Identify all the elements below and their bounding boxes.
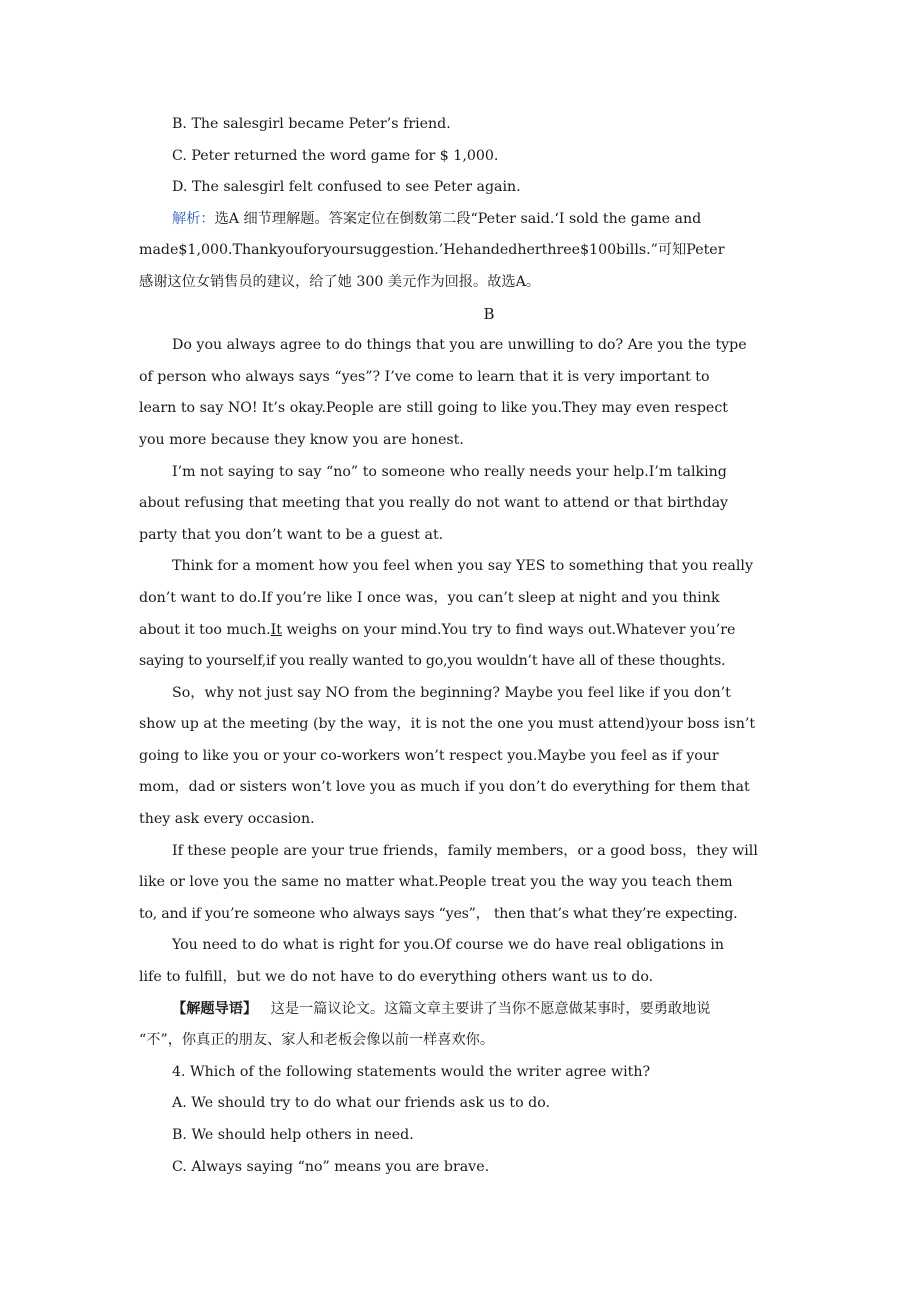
p4-line-2: show up at the meeting (by the way，it is not the one you must attend)your boss isn’t — [139, 716, 756, 733]
analysis-line-3: 感谢这位女销售员的建议，给了她 300 美元作为回报。故选A。 — [139, 273, 541, 290]
question-4-option-c: C. Always saying “no” means you are brave. — [172, 1158, 490, 1175]
option-b: B. The salesgirl became Peter’s friend. — [172, 116, 451, 132]
p5-line-2: like or love you the same no matter what.People treat you the way you teach them — [139, 874, 733, 891]
p4-line-1: So，why not just say NO from the beginning? Maybe you feel like if you don’t — [172, 684, 731, 701]
analysis-line-1 — [139, 204, 839, 236]
p1-line-4: you more because they know you are honest. — [139, 431, 464, 448]
p1-line-3: learn to say NO! It’s okay.People are still going to like you.They may even respect — [139, 400, 728, 417]
section-heading-b: B — [483, 304, 495, 323]
underlined-it: It — [270, 621, 282, 638]
p5-line-1: If these people are your true friends，family members，or a good boss，they will — [172, 842, 758, 859]
p3-line-4: saying to yourself,if you really wanted to go,you wouldn’t have all of these thoughts. — [139, 653, 726, 670]
guide-line-1 — [139, 994, 839, 1026]
question-4-option-b: B. We should help others in need. — [172, 1127, 414, 1143]
question-4-option-a: A. We should try to do what our friends ask us to do. — [172, 1095, 551, 1112]
question-4-stem: 4. Which of the following statements would the writer agree with? — [172, 1063, 651, 1080]
p2-line-3: party that you don’t want to be a guest at. — [139, 526, 444, 543]
analysis-label: 解析： — [172, 210, 215, 227]
p3-line-2: don’t want to do.If you’re like I once was，you can’t sleep at night and you think — [139, 589, 720, 606]
p6-line-2: life to fulfill，but we do not have to do everything others want us to do. — [139, 969, 654, 986]
p3-line-3 — [139, 615, 839, 647]
p6-line-1: You need to do what is right for you.Of course we do have real obligations in — [172, 937, 725, 954]
analysis-line-2: made$1,000.Thankyouforyoursuggestion.’Hehandedherthree$100bills.”可知Peter — [139, 242, 725, 259]
p4-line-4: mom，dad or sisters won’t love you as much if you don’t do everything for them that — [139, 779, 750, 796]
guide-label: 【解题导语】 — [172, 1000, 258, 1017]
document-page — [139, 109, 839, 1183]
p3-line-3-post: weighs on your mind.You try to find ways out.Whatever you’re — [281, 621, 736, 638]
option-c: C. Peter returned the word game for $ 1,000. — [172, 147, 499, 164]
p5-line-3: to, and if you’re someone who always says “yes”， then that’s what they’re expecting. — [139, 905, 738, 922]
analysis-text-1: 选A 细节理解题。答案定位在倒数第二段“Peter said.‘I sold the game and — [214, 210, 702, 227]
p2-line-2: about refusing that meeting that you really do not want to attend or that birthday — [139, 495, 729, 512]
p1-line-1: Do you always agree to do things that you are unwilling to do? Are you the type — [172, 337, 747, 354]
guide-line-2: “不”，你真正的朋友、家人和老板会像以前一样喜欢你。 — [139, 1032, 495, 1049]
p4-line-3: going to like you or your co-workers won’t respect you.Maybe you feel as if your — [139, 747, 719, 764]
option-d: D. The salesgirl felt confused to see Peter again. — [172, 179, 521, 196]
p4-line-5: they ask every occasion. — [139, 811, 315, 828]
guide-text-1: 这是一篇议论文。这篇文章主要讲了当你不愿意做某事时，要勇敢地说 — [270, 1000, 711, 1017]
p3-line-3-pre: about it too much. — [139, 621, 271, 638]
p3-line-1: Think for a moment how you feel when you say YES to something that you really — [172, 558, 753, 575]
p2-line-1: I’m not saying to say “no” to someone who really needs your help.I’m talking — [172, 463, 727, 480]
p1-line-2: of person who always says “yes”? I’ve come to learn that it is very important to — [139, 368, 710, 385]
